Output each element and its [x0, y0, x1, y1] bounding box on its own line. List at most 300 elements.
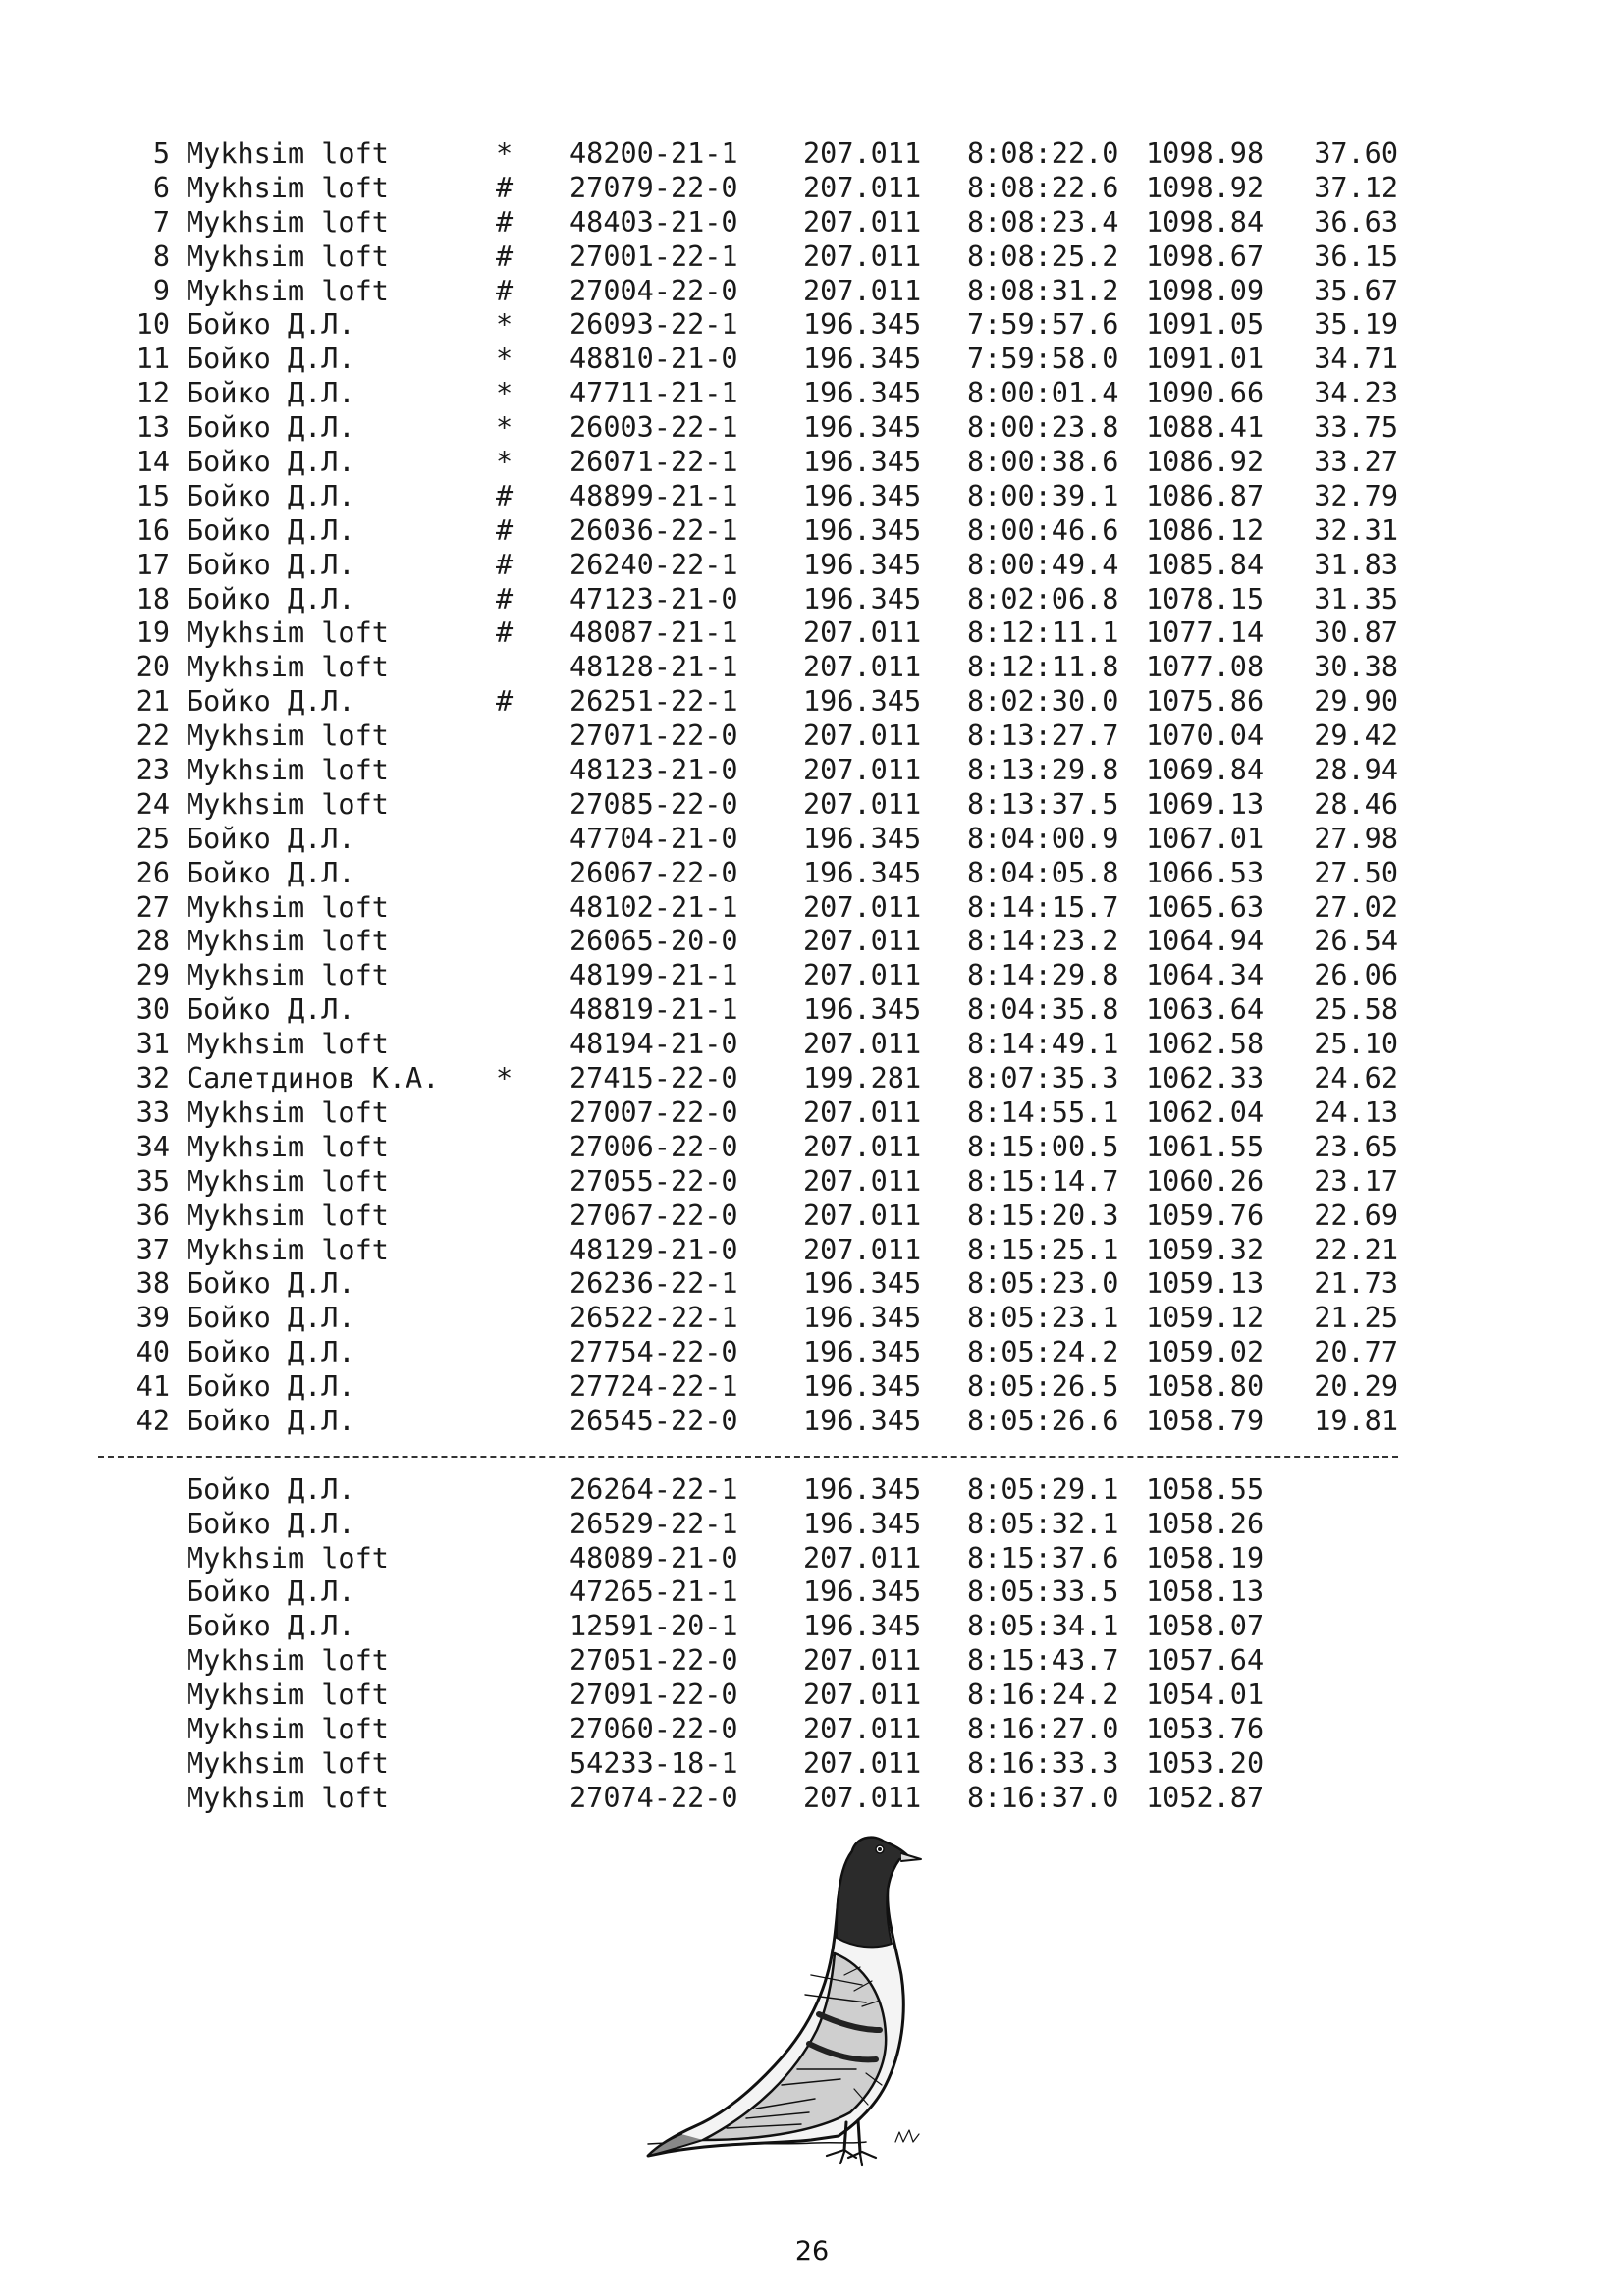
arrival-time-cell: 8:05:29.1	[967, 1472, 1119, 1506]
position-cell: 26	[135, 856, 170, 889]
position-cell: 9	[152, 274, 170, 307]
fancier-name-cell: Mykhsim loft	[187, 720, 389, 753]
speed-cell: 1058.80	[1146, 1370, 1265, 1404]
distance-cell: 207.011	[803, 137, 922, 170]
points-cell: 21.25	[1314, 1302, 1398, 1335]
fancier-name-cell: Бойко Д.Л.	[187, 1302, 355, 1335]
fancier-name-cell: Бойко Д.Л.	[187, 993, 355, 1027]
arrival-time-cell: 8:13:27.7	[967, 720, 1119, 753]
position-cell: 14	[135, 446, 170, 479]
fancier-name-cell: Mykhsim loft	[187, 1199, 389, 1232]
position-cell: 17	[135, 548, 170, 581]
position-cell: 30	[135, 993, 170, 1027]
distance-cell: 196.345	[803, 446, 922, 479]
speed-cell: 1058.79	[1146, 1404, 1265, 1437]
speed-cell: 1053.76	[1146, 1712, 1265, 1745]
distance-cell: 196.345	[803, 308, 922, 342]
points-cell: 20.29	[1314, 1370, 1398, 1404]
arrival-time-cell: 8:08:22.6	[967, 171, 1119, 204]
ring-number-cell: 26522-22-1	[569, 1302, 738, 1335]
ring-number-cell: 27071-22-0	[569, 720, 738, 753]
ring-number-cell: 27006-22-0	[569, 1130, 738, 1163]
distance-cell: 196.345	[803, 993, 922, 1027]
ring-number-cell: 27415-22-0	[569, 1062, 738, 1095]
ring-number-cell: 27724-22-1	[569, 1370, 738, 1404]
distance-cell: 207.011	[803, 1199, 922, 1232]
arrival-time-cell: 8:00:39.1	[967, 479, 1119, 512]
arrival-time-cell: 8:05:26.6	[967, 1404, 1119, 1437]
points-cell: 31.35	[1314, 582, 1398, 615]
fancier-name-cell: Бойко Д.Л.	[187, 856, 355, 889]
speed-cell: 1066.53	[1146, 856, 1265, 889]
ring-number-cell: 27079-22-0	[569, 171, 738, 204]
arrival-time-cell: 8:12:11.1	[967, 616, 1119, 650]
fancier-name-cell: Mykhsim loft	[187, 787, 389, 821]
speed-cell: 1060.26	[1146, 1164, 1265, 1198]
mark-cell: *	[496, 446, 514, 479]
fancier-name-cell: Бойко Д.Л.	[187, 1336, 355, 1369]
table-row	[0, 1370, 1624, 1405]
speed-cell: 1062.58	[1146, 1028, 1265, 1061]
arrival-time-cell: 8:07:35.3	[967, 1062, 1119, 1095]
speed-cell: 1067.01	[1146, 822, 1265, 855]
position-cell: 19	[135, 616, 170, 650]
table-row	[0, 1234, 1624, 1268]
points-cell: 35.67	[1314, 274, 1398, 307]
mark-cell: #	[496, 582, 514, 615]
table-row	[0, 411, 1624, 446]
arrival-time-cell: 8:15:20.3	[967, 1199, 1119, 1232]
ring-number-cell: 26071-22-1	[569, 446, 738, 479]
arrival-time-cell: 8:13:37.5	[967, 787, 1119, 821]
speed-cell: 1077.08	[1146, 651, 1265, 684]
position-cell: 36	[135, 1199, 170, 1232]
distance-cell: 199.281	[803, 1062, 922, 1095]
ring-number-cell: 26067-22-0	[569, 856, 738, 889]
distance-cell: 207.011	[803, 651, 922, 684]
table-row	[0, 206, 1624, 240]
position-cell: 31	[135, 1028, 170, 1061]
table-row	[0, 788, 1624, 823]
distance-cell: 207.011	[803, 1130, 922, 1163]
page-number: 26	[794, 2236, 830, 2267]
arrival-time-cell: 8:05:33.5	[967, 1575, 1119, 1609]
position-cell: 10	[135, 308, 170, 342]
points-cell: 37.12	[1314, 171, 1398, 204]
arrival-time-cell: 8:04:05.8	[967, 856, 1119, 889]
ring-number-cell: 26036-22-1	[569, 513, 738, 547]
arrival-time-cell: 8:05:32.1	[967, 1507, 1119, 1540]
fancier-name-cell: Бойко Д.Л.	[187, 548, 355, 581]
distance-cell: 196.345	[803, 1507, 922, 1540]
table-row	[0, 1267, 1624, 1302]
position-cell: 5	[152, 137, 170, 170]
position-cell: 40	[135, 1336, 170, 1369]
arrival-time-cell: 8:15:43.7	[967, 1644, 1119, 1678]
distance-cell: 207.011	[803, 754, 922, 787]
position-cell: 41	[135, 1370, 170, 1404]
fancier-name-cell: Mykhsim loft	[187, 137, 389, 170]
table-row	[0, 1713, 1624, 1747]
fancier-name-cell: Бойко Д.Л.	[187, 582, 355, 615]
mark-cell: *	[496, 343, 514, 376]
distance-cell: 207.011	[803, 959, 922, 992]
table-row	[0, 1508, 1624, 1542]
fancier-name-cell: Бойко Д.Л.	[187, 1404, 355, 1437]
distance-cell: 196.345	[803, 1472, 922, 1506]
table-row	[0, 616, 1624, 651]
points-cell: 27.98	[1314, 822, 1398, 855]
position-cell: 16	[135, 513, 170, 547]
fancier-name-cell: Бойко Д.Л.	[187, 1370, 355, 1404]
table-row	[0, 1096, 1624, 1131]
distance-cell: 196.345	[803, 1575, 922, 1609]
position-cell: 6	[152, 171, 170, 204]
ring-number-cell: 26003-22-1	[569, 411, 738, 445]
fancier-name-cell: Mykhsim loft	[187, 1712, 389, 1745]
arrival-time-cell: 8:05:26.5	[967, 1370, 1119, 1404]
arrival-time-cell: 8:05:23.1	[967, 1302, 1119, 1335]
distance-cell: 196.345	[803, 582, 922, 615]
table-row	[0, 685, 1624, 720]
ring-number-cell: 27067-22-0	[569, 1199, 738, 1232]
points-cell: 23.65	[1314, 1130, 1398, 1163]
table-row	[0, 993, 1624, 1028]
ring-number-cell: 27754-22-0	[569, 1336, 738, 1369]
speed-cell: 1052.87	[1146, 1781, 1265, 1814]
arrival-time-cell: 8:00:46.6	[967, 513, 1119, 547]
fancier-name-cell: Бойко Д.Л.	[187, 1267, 355, 1301]
ring-number-cell: 47123-21-0	[569, 582, 738, 615]
speed-cell: 1077.14	[1146, 616, 1265, 650]
ring-number-cell: 12591-20-1	[569, 1610, 738, 1643]
distance-cell: 207.011	[803, 1095, 922, 1129]
points-cell: 35.19	[1314, 308, 1398, 342]
distance-cell: 207.011	[803, 1233, 922, 1266]
points-cell: 21.73	[1314, 1267, 1398, 1301]
speed-cell: 1054.01	[1146, 1679, 1265, 1712]
speed-cell: 1062.04	[1146, 1095, 1265, 1129]
distance-cell: 196.345	[803, 513, 922, 547]
points-cell: 23.17	[1314, 1164, 1398, 1198]
arrival-time-cell: 8:16:33.3	[967, 1746, 1119, 1780]
arrival-time-cell: 8:12:11.8	[967, 651, 1119, 684]
table-row	[0, 1679, 1624, 1713]
mark-cell: *	[496, 377, 514, 410]
distance-cell: 196.345	[803, 822, 922, 855]
points-cell: 25.58	[1314, 993, 1398, 1027]
points-cell: 24.13	[1314, 1095, 1398, 1129]
fancier-name-cell: Mykhsim loft	[187, 240, 389, 273]
points-cell: 22.69	[1314, 1199, 1398, 1232]
fancier-name-cell: Mykhsim loft	[187, 1164, 389, 1198]
fancier-name-cell: Салетдинов К.А.	[187, 1062, 440, 1095]
unranked-results	[0, 1473, 1624, 1816]
points-cell: 27.50	[1314, 856, 1398, 889]
table-row	[0, 549, 1624, 583]
position-cell: 23	[135, 754, 170, 787]
speed-cell: 1059.13	[1146, 1267, 1265, 1301]
arrival-time-cell: 8:05:23.0	[967, 1267, 1119, 1301]
ring-number-cell: 27007-22-0	[569, 1095, 738, 1129]
speed-cell: 1091.05	[1146, 308, 1265, 342]
speed-cell: 1058.07	[1146, 1610, 1265, 1643]
table-row	[0, 240, 1624, 275]
points-cell: 28.46	[1314, 787, 1398, 821]
speed-cell: 1064.34	[1146, 959, 1265, 992]
arrival-time-cell: 8:05:34.1	[967, 1610, 1119, 1643]
points-cell: 25.10	[1314, 1028, 1398, 1061]
fancier-name-cell: Бойко Д.Л.	[187, 513, 355, 547]
table-row	[0, 377, 1624, 411]
points-cell: 36.63	[1314, 205, 1398, 239]
fancier-name-cell: Mykhsim loft	[187, 651, 389, 684]
ring-number-cell: 48194-21-0	[569, 1028, 738, 1061]
arrival-time-cell: 8:15:00.5	[967, 1130, 1119, 1163]
speed-cell: 1065.63	[1146, 890, 1265, 924]
fancier-name-cell: Mykhsim loft	[187, 1679, 389, 1712]
distance-cell: 207.011	[803, 1679, 922, 1712]
ring-number-cell: 48123-21-0	[569, 754, 738, 787]
speed-cell: 1069.13	[1146, 787, 1265, 821]
arrival-time-cell: 8:04:35.8	[967, 993, 1119, 1027]
fancier-name-cell: Mykhsim loft	[187, 890, 389, 924]
table-row	[0, 823, 1624, 857]
points-cell: 30.87	[1314, 616, 1398, 650]
ring-number-cell: 48899-21-1	[569, 479, 738, 512]
points-cell: 33.27	[1314, 446, 1398, 479]
speed-cell: 1075.86	[1146, 685, 1265, 719]
points-cell: 29.42	[1314, 720, 1398, 753]
position-cell: 28	[135, 925, 170, 958]
speed-cell: 1064.94	[1146, 925, 1265, 958]
points-cell: 36.15	[1314, 240, 1398, 273]
mark-cell: #	[496, 240, 514, 273]
fancier-name-cell: Бойко Д.Л.	[187, 822, 355, 855]
position-cell: 42	[135, 1404, 170, 1437]
table-row	[0, 1610, 1624, 1644]
table-row	[0, 1165, 1624, 1200]
arrival-time-cell: 8:13:29.8	[967, 754, 1119, 787]
speed-cell: 1063.64	[1146, 993, 1265, 1027]
speed-cell: 1088.41	[1146, 411, 1265, 445]
table-row	[0, 1131, 1624, 1165]
position-cell: 32	[135, 1062, 170, 1095]
arrival-time-cell: 8:14:15.7	[967, 890, 1119, 924]
fancier-name-cell: Mykhsim loft	[187, 1233, 389, 1266]
distance-cell: 207.011	[803, 616, 922, 650]
points-cell: 32.79	[1314, 479, 1398, 512]
table-row	[0, 1405, 1624, 1439]
fancier-name-cell: Mykhsim loft	[187, 1746, 389, 1780]
distance-cell: 207.011	[803, 720, 922, 753]
mark-cell: #	[496, 171, 514, 204]
position-cell: 12	[135, 377, 170, 410]
points-cell: 26.54	[1314, 925, 1398, 958]
position-cell: 18	[135, 582, 170, 615]
ring-number-cell: 48089-21-0	[569, 1541, 738, 1575]
distance-cell: 207.011	[803, 787, 922, 821]
distance-cell: 207.011	[803, 1028, 922, 1061]
fancier-name-cell: Mykhsim loft	[187, 616, 389, 650]
table-row	[0, 1028, 1624, 1062]
position-cell: 21	[135, 685, 170, 719]
position-cell: 8	[152, 240, 170, 273]
arrival-time-cell: 8:00:49.4	[967, 548, 1119, 581]
arrival-time-cell: 8:15:14.7	[967, 1164, 1119, 1198]
speed-cell: 1086.92	[1146, 446, 1265, 479]
points-cell: 30.38	[1314, 651, 1398, 684]
position-cell: 22	[135, 720, 170, 753]
ring-number-cell: 48199-21-1	[569, 959, 738, 992]
arrival-time-cell: 8:14:55.1	[967, 1095, 1119, 1129]
ring-number-cell: 27001-22-1	[569, 240, 738, 273]
speed-cell: 1059.32	[1146, 1233, 1265, 1266]
arrival-time-cell: 8:04:00.9	[967, 822, 1119, 855]
fancier-name-cell: Бойко Д.Л.	[187, 1472, 355, 1506]
ring-number-cell: 48819-21-1	[569, 993, 738, 1027]
table-row	[0, 514, 1624, 549]
points-cell: 20.77	[1314, 1336, 1398, 1369]
fancier-name-cell: Бойко Д.Л.	[187, 377, 355, 410]
distance-cell: 196.345	[803, 1302, 922, 1335]
ring-number-cell: 27051-22-0	[569, 1644, 738, 1678]
fancier-name-cell: Бойко Д.Л.	[187, 411, 355, 445]
table-row	[0, 343, 1624, 377]
ring-number-cell: 48087-21-1	[569, 616, 738, 650]
table-row	[0, 480, 1624, 514]
mark-cell: #	[496, 513, 514, 547]
position-cell: 34	[135, 1130, 170, 1163]
distance-cell: 207.011	[803, 1712, 922, 1745]
position-cell: 33	[135, 1095, 170, 1129]
table-row	[0, 857, 1624, 891]
distance-cell: 207.011	[803, 925, 922, 958]
table-row	[0, 583, 1624, 617]
arrival-time-cell: 8:00:38.6	[967, 446, 1119, 479]
speed-cell: 1059.12	[1146, 1302, 1265, 1335]
position-cell: 24	[135, 787, 170, 821]
table-row	[0, 720, 1624, 754]
position-cell: 35	[135, 1164, 170, 1198]
ring-number-cell: 27060-22-0	[569, 1712, 738, 1745]
arrival-time-cell: 8:14:23.2	[967, 925, 1119, 958]
distance-cell: 207.011	[803, 890, 922, 924]
distance-cell: 207.011	[803, 274, 922, 307]
ring-number-cell: 27004-22-0	[569, 274, 738, 307]
distance-cell: 196.345	[803, 548, 922, 581]
speed-cell: 1078.15	[1146, 582, 1265, 615]
position-cell: 15	[135, 479, 170, 512]
fancier-name-cell: Mykhsim loft	[187, 1130, 389, 1163]
position-cell: 27	[135, 890, 170, 924]
fancier-name-cell: Mykhsim loft	[187, 1028, 389, 1061]
speed-cell: 1090.66	[1146, 377, 1265, 410]
arrival-time-cell: 8:02:06.8	[967, 582, 1119, 615]
distance-cell: 196.345	[803, 856, 922, 889]
ring-number-cell: 48810-21-0	[569, 343, 738, 376]
arrival-time-cell: 8:15:25.1	[967, 1233, 1119, 1266]
points-cell: 31.83	[1314, 548, 1398, 581]
position-cell: 13	[135, 411, 170, 445]
distance-cell: 196.345	[803, 377, 922, 410]
table-row	[0, 1473, 1624, 1508]
distance-cell: 196.345	[803, 343, 922, 376]
table-row	[0, 959, 1624, 993]
table-row	[0, 1782, 1624, 1816]
distance-cell: 196.345	[803, 1610, 922, 1643]
ring-number-cell: 54233-18-1	[569, 1746, 738, 1780]
speed-cell: 1098.67	[1146, 240, 1265, 273]
ring-number-cell: 48128-21-1	[569, 651, 738, 684]
fancier-name-cell: Mykhsim loft	[187, 1095, 389, 1129]
points-cell: 19.81	[1314, 1404, 1398, 1437]
distance-cell: 207.011	[803, 171, 922, 204]
ring-number-cell: 48129-21-0	[569, 1233, 738, 1266]
speed-cell: 1085.84	[1146, 548, 1265, 581]
arrival-time-cell: 8:00:01.4	[967, 377, 1119, 410]
fancier-name-cell: Бойко Д.Л.	[187, 479, 355, 512]
speed-cell: 1086.12	[1146, 513, 1265, 547]
speed-cell: 1053.20	[1146, 1746, 1265, 1780]
distance-cell: 196.345	[803, 1370, 922, 1404]
position-cell: 29	[135, 959, 170, 992]
ring-number-cell: 48200-21-1	[569, 137, 738, 170]
table-row	[0, 137, 1624, 172]
fancier-name-cell: Бойко Д.Л.	[187, 1575, 355, 1609]
table-row	[0, 1062, 1624, 1096]
arrival-time-cell: 8:08:23.4	[967, 205, 1119, 239]
table-row	[0, 891, 1624, 926]
distance-cell: 207.011	[803, 1164, 922, 1198]
ring-number-cell: 26093-22-1	[569, 308, 738, 342]
points-cell: 24.62	[1314, 1062, 1398, 1095]
pigeon-illustration	[609, 1828, 962, 2183]
arrival-time-cell: 8:00:23.8	[967, 411, 1119, 445]
mark-cell: *	[496, 137, 514, 170]
ranked-results	[0, 137, 1624, 1439]
distance-cell: 196.345	[803, 1336, 922, 1369]
distance-cell: 207.011	[803, 1541, 922, 1575]
table-row	[0, 925, 1624, 959]
ring-number-cell: 47711-21-1	[569, 377, 738, 410]
table-row	[0, 1302, 1624, 1336]
arrival-time-cell: 8:16:27.0	[967, 1712, 1119, 1745]
speed-cell: 1058.19	[1146, 1541, 1265, 1575]
ring-number-cell: 47704-21-0	[569, 822, 738, 855]
ring-number-cell: 27085-22-0	[569, 787, 738, 821]
ring-number-cell: 26251-22-1	[569, 685, 738, 719]
distance-cell: 207.011	[803, 240, 922, 273]
speed-cell: 1098.98	[1146, 137, 1265, 170]
points-cell: 37.60	[1314, 137, 1398, 170]
ring-number-cell: 26236-22-1	[569, 1267, 738, 1301]
ring-number-cell: 26264-22-1	[569, 1472, 738, 1506]
speed-cell: 1091.01	[1146, 343, 1265, 376]
points-cell: 22.21	[1314, 1233, 1398, 1266]
mark-cell: #	[496, 548, 514, 581]
arrival-time-cell: 8:15:37.6	[967, 1541, 1119, 1575]
ring-number-cell: 26529-22-1	[569, 1507, 738, 1540]
distance-cell: 207.011	[803, 1644, 922, 1678]
table-row	[0, 172, 1624, 206]
arrival-time-cell: 8:14:29.8	[967, 959, 1119, 992]
table-row	[0, 1542, 1624, 1576]
ring-number-cell: 27074-22-0	[569, 1781, 738, 1814]
speed-cell: 1059.02	[1146, 1336, 1265, 1369]
mark-cell: *	[496, 411, 514, 445]
position-cell: 37	[135, 1233, 170, 1266]
